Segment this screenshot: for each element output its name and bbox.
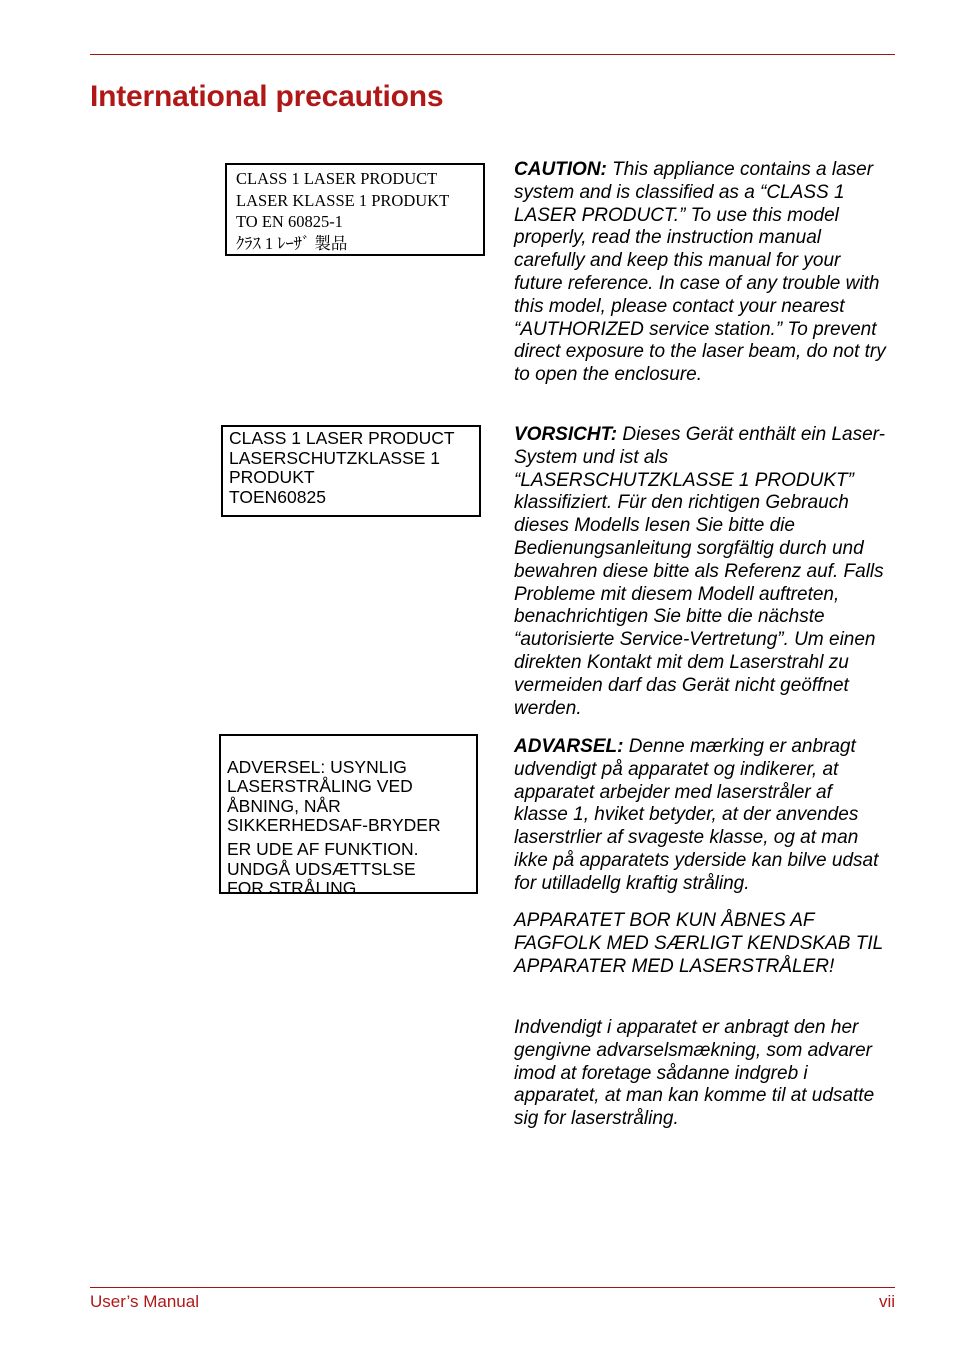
- danish-label-part2: ER UDE AF FUNKTION. UNDGÅ UDSÆTTSLSE FOR STRÅLING: [227, 838, 419, 899]
- vorsicht-paragraph: [514, 424, 889, 720]
- caution-lead: CAUTION:: [514, 159, 607, 180]
- advarsel-paragraph: [514, 736, 889, 896]
- laser-label-german: CLASS 1 LASER PRODUCT LASERSCHUTZKLASSE 1 PRODUKT TOEN60825: [221, 425, 481, 517]
- advarsel-body: Denne mærking er anbragt udvendigt på apparatet og indikerer, at apparatet arbejder med laserstråler af klasse 1, hviket betyder, at der anvendes laserstrlier af svageste klasse, og at man ikke på apparatets yderside kan bilve udsat for utilladellg kraftig stråling.: [514, 736, 879, 894]
- laser-label-english: CLASS 1 LASER PRODUCT LASER KLASSE 1 PRODUKT TO EN 60825-1 ｸﾗｽ 1 ﾚｰｻﾞ 製品: [225, 163, 485, 256]
- danish-label-part1: ADVERSEL: USYNLIG LASERSTRÅLING VED ÅBNING, NÅR SIKKERHEDSAF-BRYDER: [227, 756, 441, 836]
- apparatet-paragraph: APPARATET BOR KUN ÅBNES AF FAGFOLK MED SÆRLIGT KENDSKAB TIL APPARATER MED LASERSTRÅLER!: [514, 910, 883, 977]
- header-rule: [90, 54, 895, 55]
- laser-label-danish: [219, 734, 478, 899]
- vorsicht-lead: VORSICHT:: [514, 424, 618, 445]
- vorsicht-body: Dieses Gerät enthält ein Laser-System und ist als “LASERSCHUTZKLASSE 1 PRODUKT” klassifiziert. Für den richtigen Gebrauch dieses Modells lesen Sie bitte die Bedienungsanleitung sorgfältig durch und bewahren diese bitte als Referenz auf. Falls Probleme mit diesem Modell auftreten, benachrichtigen Sie bitte die nächste “autorisierte Service-Vertretung”. Um einen direkten Kontakt mit dem Laserstrahl zu vermeiden darf das Gerät nicht geöffnet werden.: [514, 424, 885, 719]
- caution-paragraph: [514, 159, 889, 387]
- page-title: International precautions: [90, 80, 444, 113]
- indvendigt-paragraph: Indvendigt i apparatet er anbragt den her gengivne advarselsmækning, som advarer imod at foretage sådanne indgreb i apparatet, at man kan komme til at udsatte sig for laserstråling.: [514, 1017, 875, 1130]
- footer-manual-title: User’s Manual: [90, 1292, 199, 1311]
- caution-body: This appliance contains a laser system and is classified as a “CLASS 1 LASER PRODUCT.” To use this model properly, read the instruction manual carefully and keep this manual for your future reference. In case of any trouble with this model, please contact your nearest “AUTHORIZED service station.” To prevent direct exposure to the laser beam, do not try to open the enclosure.: [514, 159, 886, 386]
- advarsel-lead: ADVARSEL:: [514, 736, 624, 757]
- footer-rule: [90, 1287, 895, 1288]
- footer-page-number: vii: [878, 1292, 895, 1311]
